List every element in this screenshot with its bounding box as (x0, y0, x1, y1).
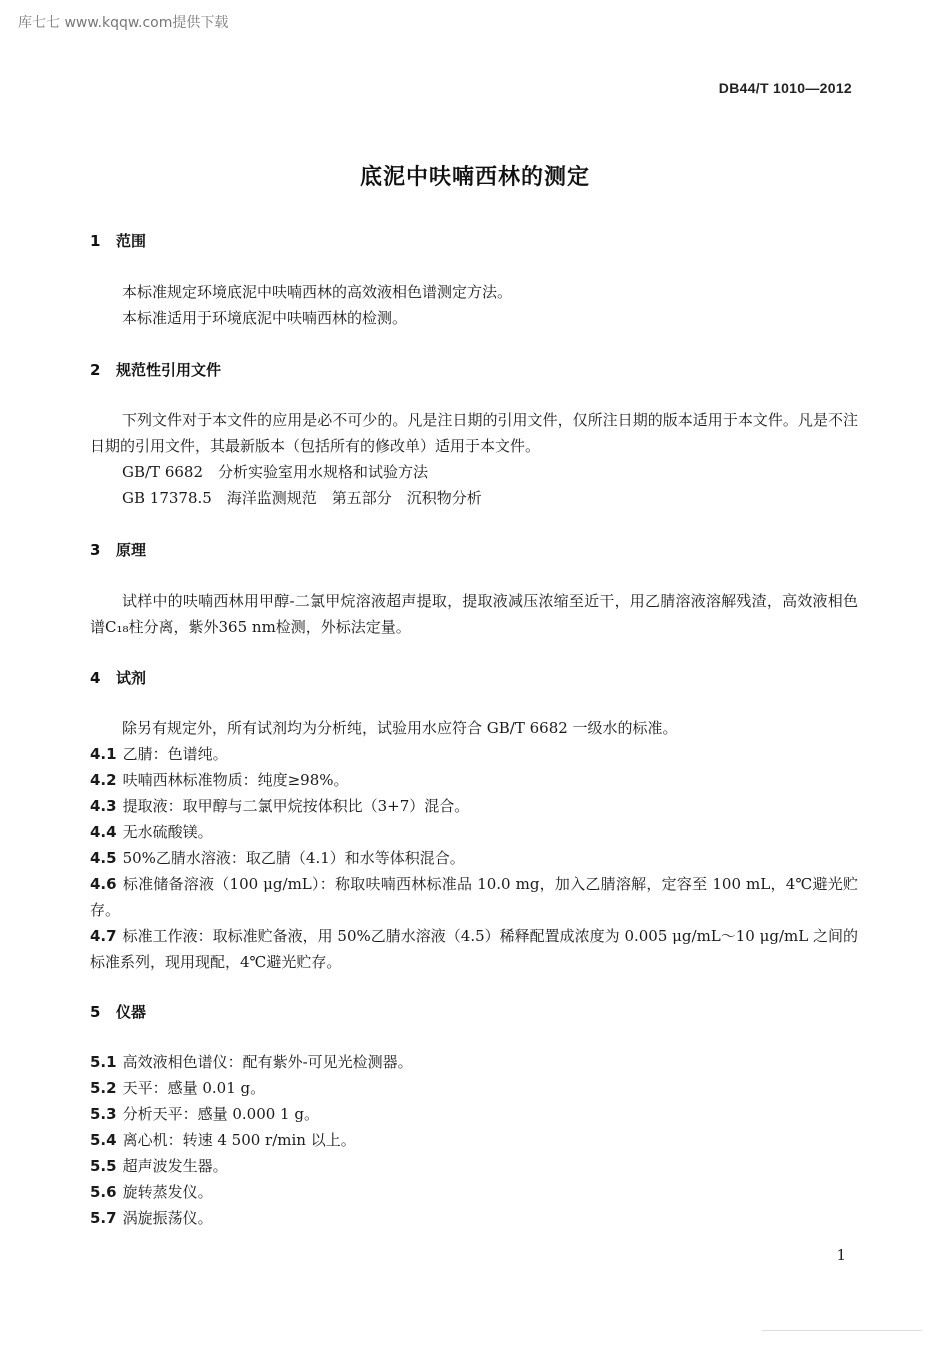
item-text: 超声波发生器。 (122, 1157, 228, 1175)
item-text: 离心机：转速 4 500 r/min 以上。 (122, 1131, 356, 1149)
section-title: 原理 (116, 541, 147, 559)
reagents-intro: 除另有规定外，所有试剂均为分析纯，试验用水应符合 GB/T 6682 一级水的标准。 (122, 719, 678, 737)
item-number: 5.3 (90, 1105, 117, 1123)
instrument-item (90, 1049, 413, 1075)
section-number: 5 (90, 1003, 101, 1021)
item-text: 分析天平：感量 0.000 1 g。 (122, 1105, 319, 1123)
item-number: 4.5 (90, 849, 117, 867)
item-text: 天平：感量 0.01 g。 (122, 1079, 266, 1097)
reagent-item (90, 845, 465, 871)
section-title: 范围 (116, 232, 147, 250)
item-text: 旋转蒸发仪。 (122, 1183, 213, 1201)
item-number: 4.7 (90, 927, 117, 945)
section-5-heading (90, 1001, 146, 1022)
item-number: 4.3 (90, 797, 117, 815)
section-number: 2 (90, 361, 101, 379)
section-number: 3 (90, 541, 101, 559)
scope-paragraph-1: 本标准规定环境底泥中呋喃西林的高效液相色谱测定方法。 (122, 283, 513, 301)
section-3-heading (90, 539, 146, 560)
instrument-item (90, 1101, 319, 1127)
document-title: 底泥中呋喃西林的测定 (359, 165, 590, 190)
section-number: 1 (90, 232, 101, 250)
section-number: 4 (90, 669, 101, 687)
instrument-item (90, 1153, 228, 1179)
section-title: 试剂 (116, 669, 147, 687)
item-number: 5.5 (90, 1157, 117, 1175)
scope-paragraph-2: 本标准适用于环境底泥中呋喃西林的检测。 (122, 309, 408, 327)
reference-gb-17378-5: GB 17378.5 海洋监测规范 第五部分 沉积物分析 (122, 489, 482, 507)
references-intro-paragraph: 下列文件对于本文件的应用是必不可少的。凡是注日期的引用文件，仅所注日期的版本适用于本文件。凡是不注日期的引用文件，其最新版本（包括所有的修改单）适用于本文件。 (90, 411, 858, 455)
item-text: 标准储备溶液（100 μg/mL）：称取呋喃西林标准品 10.0 mg，加入乙腈溶解，定容至 100 mL，4℃避光贮存。 (90, 875, 858, 919)
item-number: 4.1 (90, 745, 117, 763)
item-number: 5.2 (90, 1079, 117, 1097)
item-text: 无水硫酸镁。 (122, 823, 213, 841)
item-text: 呋喃西林标准物质：纯度≥98%。 (122, 771, 349, 789)
reagent-item (90, 923, 858, 975)
standard-code: DB44/T 1010—2012 (718, 80, 852, 96)
item-number: 5.6 (90, 1183, 117, 1201)
section-2-heading (90, 359, 221, 380)
instrument-item (90, 1075, 265, 1101)
section-4-heading (90, 667, 146, 688)
reference-gbt-6682: GB/T 6682 分析实验室用水规格和试验方法 (122, 463, 429, 481)
item-number: 5.4 (90, 1131, 117, 1149)
principle-paragraph: 试样中的呋喃西林用甲醇-二氯甲烷溶液超声提取，提取液减压浓缩至近干，用乙腈溶液溶解残渣，高效液相色谱C₁₈柱分离，紫外365 nm检测，外标法定量。 (90, 592, 858, 636)
section-title: 规范性引用文件 (116, 361, 222, 379)
reagent-item (90, 767, 349, 793)
reagent-item (90, 741, 228, 767)
scan-edge-mark (762, 1330, 922, 1331)
instrument-item (90, 1127, 356, 1153)
reagent-item (90, 793, 469, 819)
section-title: 仪器 (116, 1003, 147, 1021)
item-text: 提取液：取甲醇与二氯甲烷按体积比（3+7）混合。 (122, 797, 470, 815)
reagent-item (90, 819, 213, 845)
item-number: 5.1 (90, 1053, 117, 1071)
section-1-heading (90, 230, 146, 251)
instrument-item (90, 1179, 213, 1205)
watermark-text: 库七七 www.kqqw.com提供下载 (18, 15, 229, 31)
item-text: 高效液相色谱仪：配有紫外-可见光检测器。 (122, 1053, 413, 1071)
item-text: 涡旋振荡仪。 (122, 1209, 213, 1227)
item-number: 5.7 (90, 1209, 117, 1227)
item-text: 标准工作液：取标准贮备液，用 50%乙腈水溶液（4.5）稀释配置成浓度为 0.005 μg/mL～10 μg/mL 之间的标准系列，现用现配，4℃避光贮存。 (90, 927, 858, 971)
item-text: 乙腈：色谱纯。 (122, 745, 228, 763)
item-number: 4.6 (90, 875, 117, 893)
instrument-item (90, 1205, 213, 1231)
reagent-item (90, 871, 858, 923)
item-number: 4.4 (90, 823, 117, 841)
item-text: 50%乙腈水溶液：取乙腈（4.1）和水等体积混合。 (122, 849, 465, 867)
item-number: 4.2 (90, 771, 117, 789)
page-number: 1 (836, 1246, 846, 1264)
